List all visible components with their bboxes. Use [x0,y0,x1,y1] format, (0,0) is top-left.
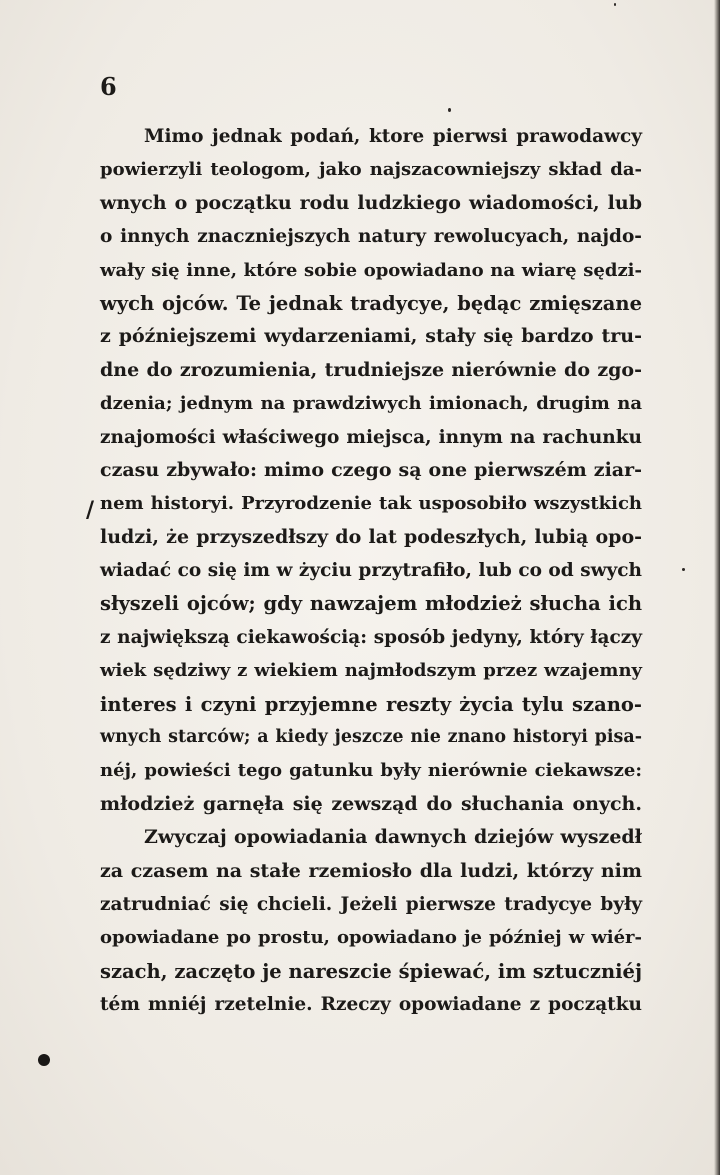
text-line: słyszeli ojców; gdy nawzajem młodzież słucha ich [100,592,642,616]
body-text [100,120,642,1022]
page-number: 6 [100,72,117,101]
text-line: wiek sędziwy z wiekiem najmłodszym przez wzajemny [100,660,642,682]
text-line: tém mniéj rzetelnie. Rzeczy opowiadane z początku [100,994,642,1016]
text-line: szach, zaczęto je nareszcie śpiewać, im sztuczniéj [100,959,642,983]
text-line: nem historyi. Przyrodzenie tak usposobiło wszystkich [100,493,642,515]
margin-mark: / [86,497,95,523]
text-line: Mimo jednak podań, ktore pierwsi prawodawcy [144,126,642,147]
text-line: znajomości właściwego miejsca, innym na rachunku [100,426,642,448]
text-line: opowiadane po prostu, opowiadano je później w wiér- [100,927,642,949]
text-line: interes i czyni przyjemne reszty życia tylu szano- [100,692,642,716]
text-line: czasu zbywało: mimo czego są one pierwszém ziar- [100,458,642,481]
text-line: wnych o początku rodu ludzkiego wiadomości, lub [100,191,642,214]
text-line: wały się inne, które sobie opowiadano na wiarę sędzi- [100,259,642,281]
text-line: za czasem na stałe rzemiosło dla ludzi, którzy nim [100,859,642,882]
text-line: wych ojców. Te jednak tradycye, będąc zmięszane [100,291,642,315]
text-line: wiadać co się im w życiu przytrafiło, lub co od swych [100,560,642,582]
ink-speck [682,568,685,571]
text-line: powierzyli teologom, jako najszacowniejszy skład da- [100,159,642,181]
text-line: néj, powieści tego gatunku były nierównie ciekawsze: [100,760,642,782]
ink-speck [448,108,451,112]
text-line: ludzi, że przyszedłszy do lat podeszłych, lubią opo- [100,525,642,548]
text-line: Zwyczaj opowiadania dawnych dziejów wyszedł [144,826,642,849]
text-line: z największą ciekawością: sposób jedyny, który łączy [100,626,642,648]
page-edge-shadow [714,0,720,1175]
text-line: dne do zrozumienia, trudniejsze nierównie do zgo- [100,358,642,381]
ink-dot [38,1054,50,1066]
text-line: młodzież garnęła się zewsząd do słuchania onych. [100,792,642,815]
text-line: wnych starców; a kiedy jeszcze nie znano historyi pisa- [100,727,642,748]
text-line: dzenia; jednym na prawdziwych imionach, drugim na [100,393,642,415]
text-line: o innych znaczniejszych natury rewolucyach, najdo- [100,226,642,248]
text-line: zatrudniać się chcieli. Jeżeli pierwsze tradycye były [100,893,642,915]
ink-speck [614,3,616,6]
text-line: z późniejszemi wydarzeniami, stały się bardzo tru- [100,325,642,348]
